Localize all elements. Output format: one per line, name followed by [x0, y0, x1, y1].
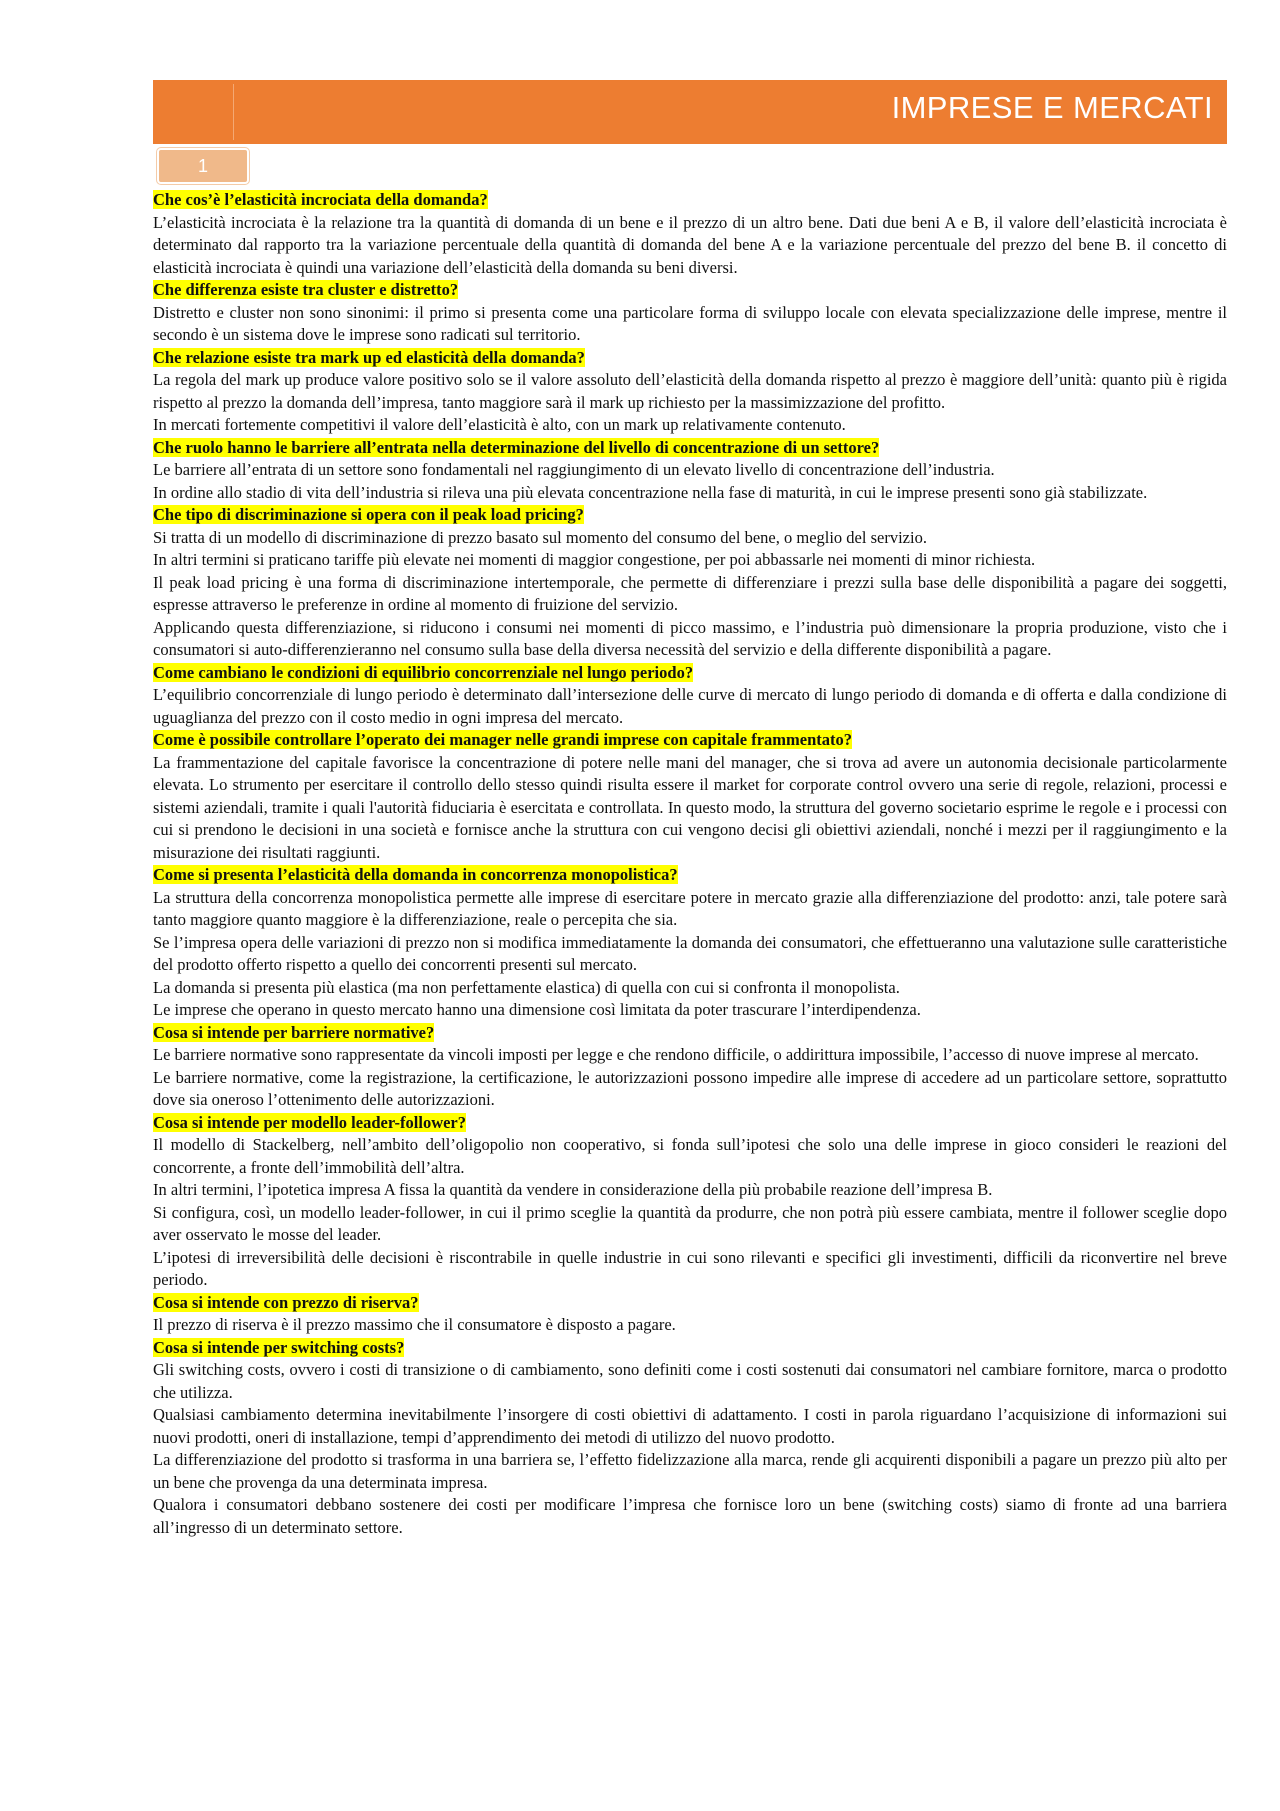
question-heading: [153, 347, 1227, 370]
question-text: Cosa si intende con prezzo di riserva?: [153, 1292, 419, 1312]
answer-paragraph: L’ipotesi di irreversibilità delle decisioni è riscontrabile in quelle industrie in cui sono rilevanti e specifici gli investimenti, difficili da riconvertire nel breve periodo.: [153, 1247, 1227, 1289]
document-body: [153, 189, 1227, 1539]
answer-paragraph: Qualsiasi cambiamento determina inevitabilmente l’insorgere di costi obiettivi di adattamento. I costi in parola riguardano l’acquisizione di informazioni sui nuovi prodotti, oneri di installazione, tempi d’apprendimento dei metodi di utilizzo del nuovo prodotto.: [153, 1405, 1227, 1447]
answer-paragraph: Gli switching costs, ovvero i costi di transizione o di cambiamento, sono definiti come i costi sostenuti dai consumatori nel cambiare fornitore, marca o prodotto che utilizza.: [153, 1360, 1227, 1402]
question-text: Che ruolo hanno le barriere all’entrata nella determinazione del livello di concentrazione di un settore?: [153, 437, 880, 457]
question-text: Che differenza esiste tra cluster e distretto?: [153, 280, 459, 299]
answer-paragraph: Il modello di Stackelberg, nell’ambito dell’oligopolio non cooperativo, si fonda sull’ipotesi che solo una delle imprese in gioco consideri le reazioni del concorrente, a fronte dell’immobilità dell’altra.: [153, 1135, 1227, 1177]
answer-paragraph: Si configura, così, un modello leader-follower, in cui il primo sceglie la quantità da produrre, che non potrà più essere cambiata, mentre il follower sceglie dopo aver osservato le mosse del leader.: [153, 1202, 1227, 1244]
question-heading: [153, 1292, 1227, 1315]
answer-paragraph: La frammentazione del capitale favorisce la concentrazione di potere nelle mani del manager, che si trova ad avere un autonomia decisionale particolarmente elevata. Lo strumento per esercitare il controllo dello stesso quindi risulta essere il market for corporate control ovvero una serie di regole, relazioni, processi e sistemi aziendali, tramite i quali l'autorità fiduciaria è esercitata e controllata. In questo modo, la struttura del governo societario esprime le regole e i processi con cui si prendono le decisioni in una società e fornisce anche la struttura con cui vengono decisi gli obiettivi aziendali, nonché i mezzi per il raggiungimento e la misurazione dei risultati raggiunti.: [153, 752, 1227, 862]
question-text: Come si presenta l’elasticità della domanda in concorrenza monopolistica?: [153, 865, 678, 884]
question-heading: [153, 662, 1227, 685]
question-text: Che cos’è l’elasticità incrociata della domanda?: [153, 190, 488, 209]
answer-paragraph: Qualora i consumatori debbano sostenere dei costi per modificare l’impresa che fornisce loro un bene (switching costs) siamo di fronte ad una barriera all’ingresso di un determinato settore.: [153, 1495, 1227, 1537]
page-number-badge: 1: [157, 148, 249, 184]
answer-paragraph: Si tratta di un modello di discriminazione di prezzo basato sul momento del consumo del bene, o meglio del servizio.: [153, 527, 927, 547]
answer-paragraph: La domanda si presenta più elastica (ma non perfettamente elastica) di quella con cui si confronta il monopolista.: [153, 977, 900, 997]
question-heading: [153, 729, 1227, 752]
answer-paragraph: Le imprese che operano in questo mercato hanno una dimensione così limitata da poter trascurare l’interdipendenza.: [153, 1000, 921, 1019]
question-text: Cosa si intende per barriere normative?: [153, 1022, 435, 1042]
question-heading: [153, 437, 1227, 460]
header-bar: [153, 80, 1227, 144]
question-heading: [153, 864, 1227, 887]
page-title: IMPRESE E MERCATI: [891, 90, 1213, 125]
answer-paragraph: Il prezzo di riserva è il prezzo massimo che il consumatore è disposto a pagare.: [153, 1315, 676, 1334]
answer-paragraph: Applicando questa differenziazione, si riducono i consumi nei momenti di picco massimo, e l’industria può dimensionare la propria produzione, visto che i consumatori si auto-differenzieranno nel consumo sulla base della diversa necessità del servizio e della differente disponibilità a pagare.: [153, 617, 1227, 659]
question-heading: [153, 1112, 1227, 1135]
answer-paragraph: Le barriere all’entrata di un settore sono fondamentali nel raggiungimento di un elevato livello di concentrazione dell’industria.: [153, 460, 995, 479]
question-text: Che relazione esiste tra mark up ed elasticità della domanda?: [153, 347, 585, 367]
question-heading: [153, 189, 1227, 212]
answer-paragraph: La struttura della concorrenza monopolistica permette alle imprese di esercitare potere in mercato grazie alla differenziazione del prodotto: anzi, tale potere sarà tanto maggiore quanto maggiore è la differenziazione, reale o percepita che sia.: [153, 887, 1227, 929]
question-text: Come è possibile controllare l’operato dei manager nelle grandi imprese con capitale frammentato?: [153, 730, 853, 749]
question-heading: [153, 1337, 1227, 1360]
question-text: Cosa si intende per modello leader-follower?: [153, 1112, 467, 1132]
answer-paragraph: La differenziazione del prodotto si trasforma in una barriera se, l’effetto fidelizzazione alla marca, rende gli acquirenti disponibili a pagare un prezzo più alto per un bene che provenga da una determinata impresa.: [153, 1450, 1227, 1492]
answer-paragraph: In ordine allo stadio di vita dell’industria si rileva una più elevata concentrazione nella fase di maturità, in cui le imprese presenti sono già stabilizzate.: [153, 482, 1148, 502]
answer-paragraph: In altri termini si praticano tariffe più elevate nei momenti di maggior congestione, per poi abbassarle nei momenti di minor richiesta.: [153, 550, 1036, 569]
answer-paragraph: L’elasticità incrociata è la relazione tra la quantità di domanda di un bene e il prezzo di un altro bene. Dati due beni A e B, il valore dell’elasticità incrociata è determinato dal rapporto tra la variazione percentuale della quantità di domanda del bene A e la variazione percentuale del prezzo del bene B. il concetto di elasticità incrociata è quindi una variazione dell’elasticità della domanda su beni diversi.: [153, 212, 1227, 277]
question-heading: [153, 279, 1227, 302]
answer-paragraph: Distretto e cluster non sono sinonimi: il primo si presenta come una particolare forma di sviluppo locale con elevata specializzazione delle imprese, mentre il secondo è un sistema dove le imprese sono radicati sul territorio.: [153, 302, 1227, 344]
answer-paragraph: In altri termini, l’ipotetica impresa A fissa la quantità da vendere in considerazione della più probabile reazione dell’impresa B.: [153, 1180, 993, 1199]
answer-paragraph: L’equilibrio concorrenziale di lungo periodo è determinato dall’intersezione delle curve di mercato di lungo periodo di domanda e di offerta e dalla condizione di uguaglianza del prezzo con il costo medio in ogni impresa del mercato.: [153, 685, 1227, 727]
answer-paragraph: La regola del mark up produce valore positivo solo se il valore assoluto dell’elasticità della domanda rispetto al prezzo è maggiore dell’unità: quanto più è rigida rispetto al prezzo la domanda dell’impresa, tanto maggiore sarà il mark up richiesto per la massimizzazione del profitto.: [153, 370, 1227, 412]
answer-paragraph: Il peak load pricing è una forma di discriminazione intertemporale, che permette di differenziare i prezzi sulla base delle disponibilità a pagare dei soggetti, espresse attraverso le preferenze in ordine al momento di fruizione del servizio.: [153, 572, 1227, 614]
question-text: Come cambiano le condizioni di equilibrio concorrenziale nel lungo periodo?: [153, 662, 694, 682]
header-divider: [233, 84, 234, 140]
question-text: Cosa si intende per switching costs?: [153, 1337, 405, 1357]
answer-paragraph: Le barriere normative, come la registrazione, la certificazione, le autorizzazioni possono impedire alle imprese di accedere ad un particolare settore, soprattutto dove sia oneroso l’ottenimento delle autorizzazioni.: [153, 1067, 1227, 1109]
question-heading: [153, 1022, 1227, 1045]
answer-paragraph: Se l’impresa opera delle variazioni di prezzo non si modifica immediatamente la domanda dei consumatori, che effettueranno una valutazione sulle caratteristiche del prodotto offerto rispetto a quello dei concorrenti presenti sul mercato.: [153, 932, 1227, 974]
answer-paragraph: Le barriere normative sono rappresentate da vincoli imposti per legge e che rendono difficile, o addirittura impossibile, l’accesso di nuove imprese al mercato.: [153, 1045, 1199, 1064]
answer-paragraph: In mercati fortemente competitivi il valore dell’elasticità è alto, con un mark up relativamente contenuto.: [153, 415, 846, 434]
question-heading: [153, 504, 1227, 527]
question-text: Che tipo di discriminazione si opera con il peak load pricing?: [153, 505, 584, 524]
